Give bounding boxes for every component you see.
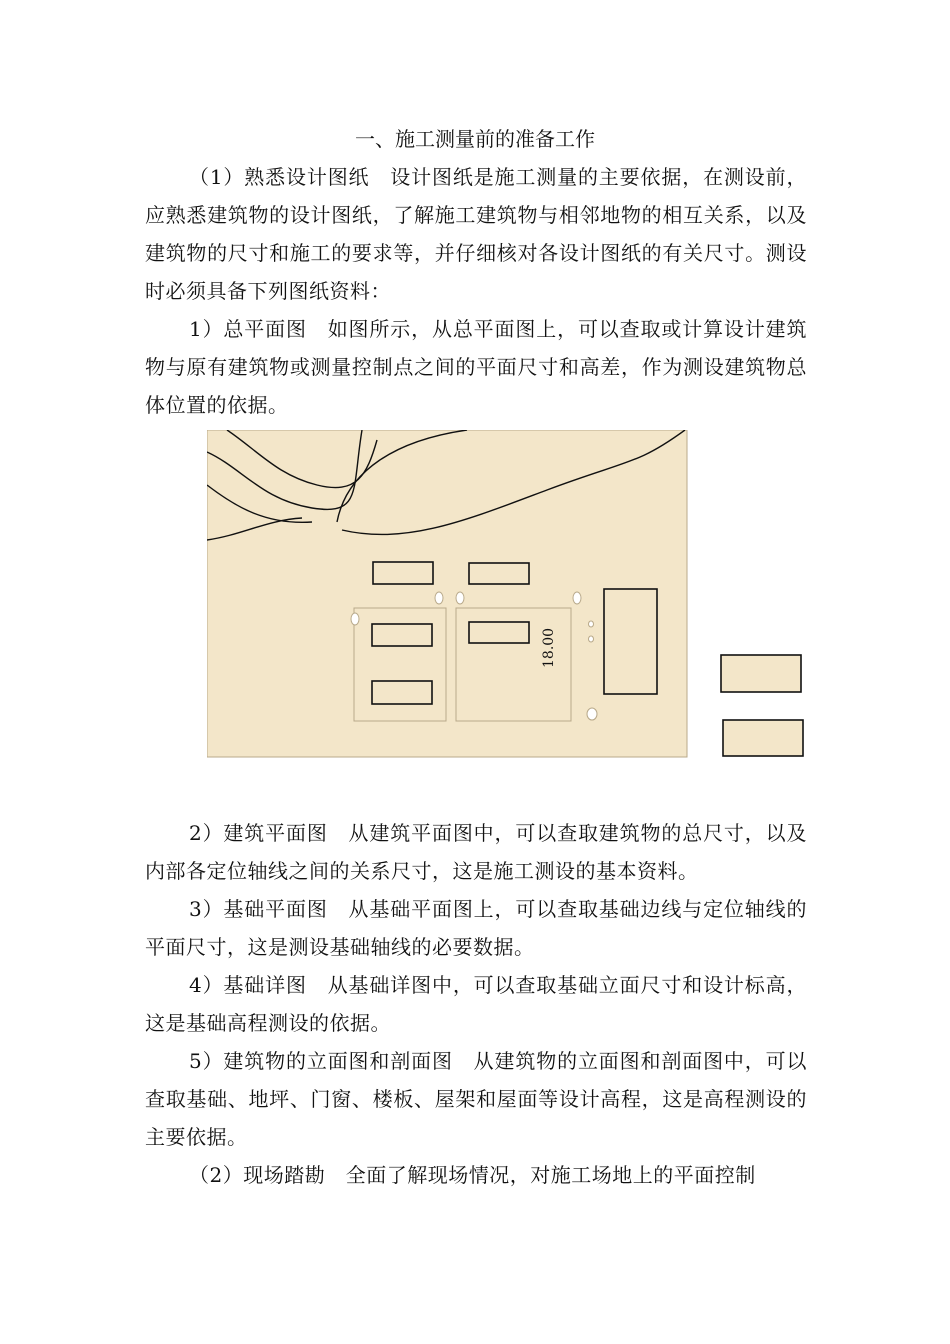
legend-box bbox=[721, 655, 801, 692]
paragraph-site-survey: （2）现场踏勘 全面了解现场情况，对施工场地上的平面控制 bbox=[189, 1163, 756, 1187]
dimension-label: 18.00 bbox=[541, 627, 557, 668]
page-title: 一、施工测量前的准备工作 bbox=[355, 127, 595, 151]
tree-symbol bbox=[589, 636, 594, 642]
tree-symbol bbox=[587, 708, 597, 720]
tree-symbol bbox=[435, 592, 443, 604]
paragraph-building-plan: 2）建筑平面图 从建筑平面图中，可以查取建筑物的总尺寸，以及内部各定位轴线之间的关系尺寸，这是施工测设的基本资料。 bbox=[145, 821, 807, 883]
tree-symbol bbox=[351, 613, 359, 625]
paragraph-design-drawings: （1）熟悉设计图纸 设计图纸是施工测量的主要依据，在测设前，应熟悉建筑物的设计图纸，了解施工建筑物与相邻地物的相互关系，以及建筑物的尺寸和施工的要求等，并仔细核对各设计图纸的有关尺寸。测设时必须具备下列图纸资料： bbox=[145, 165, 807, 303]
tree-symbol bbox=[589, 621, 594, 627]
tree-symbol bbox=[573, 592, 581, 604]
tree-symbol bbox=[456, 592, 464, 604]
legend-box bbox=[723, 720, 803, 756]
site-plan-figure bbox=[207, 430, 807, 760]
paragraph-foundation-detail: 4）基础详图 从基础详图中，可以查取基础立面尺寸和设计标高，这是基础高程测设的依据。 bbox=[145, 973, 807, 1035]
paragraph-elevation-section: 5）建筑物的立面图和剖面图 从建筑物的立面图和剖面图中，可以查取基础、地坪、门窗、楼板、屋架和屋面等设计高程，这是高程测设的主要依据。 bbox=[145, 1049, 807, 1149]
paragraph-site-plan: 1）总平面图 如图所示，从总平面图上，可以查取或计算设计建筑物与原有建筑物或测量控制点之间的平面尺寸和高差，作为测设建筑物总体位置的依据。 bbox=[145, 317, 807, 417]
figure-background bbox=[207, 430, 687, 757]
paragraph-foundation-plan: 3）基础平面图 从基础平面图上，可以查取基础边线与定位轴线的平面尺寸，这是测设基础轴线的必要数据。 bbox=[145, 897, 807, 959]
site-plan-drawing bbox=[207, 430, 807, 760]
